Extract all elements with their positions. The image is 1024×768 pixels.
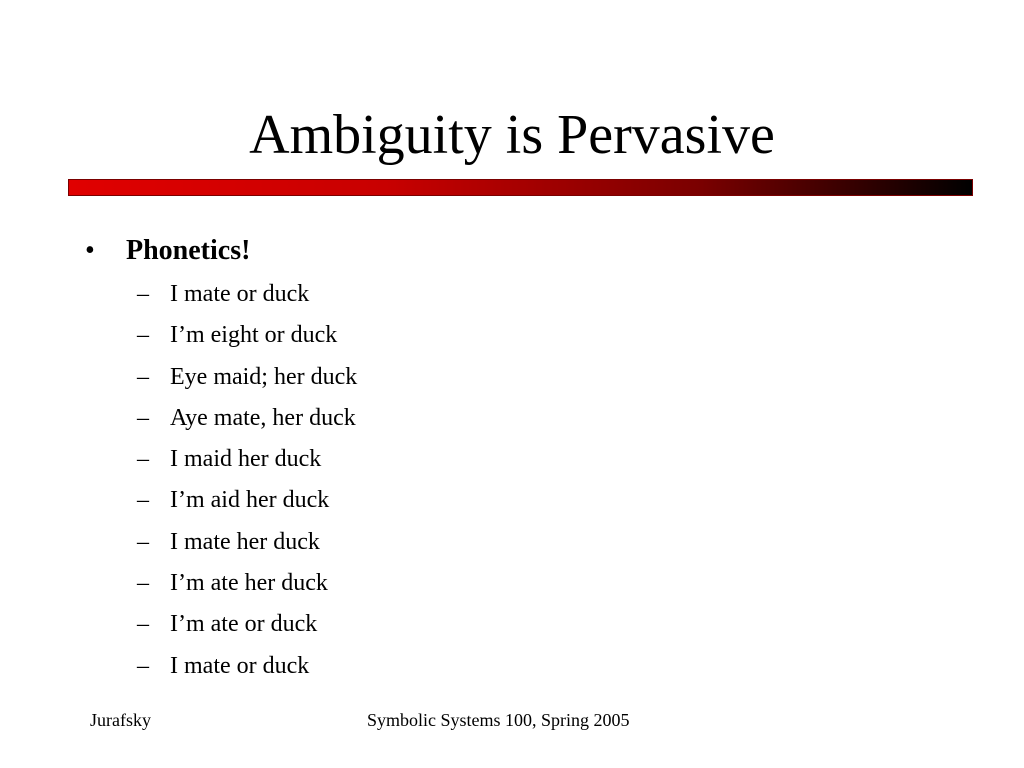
footer-course: Symbolic Systems 100, Spring 2005	[367, 710, 630, 730]
dash-icon: –	[137, 570, 149, 597]
dash-icon: –	[137, 404, 149, 431]
sub-bullet-item	[137, 522, 965, 563]
sub-bullet-item	[137, 563, 965, 604]
sub-bullet-text: I’m ate her duck	[170, 570, 328, 597]
sub-bullet-text: Eye maid; her duck	[170, 363, 358, 390]
dash-icon: –	[137, 487, 149, 514]
dash-icon: –	[137, 611, 149, 638]
dash-icon: –	[137, 652, 149, 679]
sub-bullet-list	[137, 274, 965, 687]
sub-bullet-text: Aye mate, her duck	[170, 404, 356, 431]
sub-bullet-item	[137, 274, 965, 315]
sub-bullet-item	[137, 604, 965, 645]
sub-bullet-item	[137, 398, 965, 439]
sub-bullet-text: I’m eight or duck	[170, 322, 338, 349]
bullet-dot-icon: •	[85, 235, 95, 266]
sub-bullet-item	[137, 646, 965, 687]
sub-bullet-item	[137, 357, 965, 398]
sub-bullet-text: I mate or duck	[170, 652, 310, 679]
sub-bullet-item	[137, 480, 965, 521]
footer-author: Jurafsky	[90, 710, 151, 730]
sub-bullet-item	[137, 315, 965, 356]
bullet-heading: Phonetics!	[126, 235, 251, 266]
sub-bullet-item	[137, 439, 965, 480]
dash-icon: –	[137, 528, 149, 555]
sub-bullet-text: I’m aid her duck	[170, 487, 330, 514]
dash-icon: –	[137, 363, 149, 390]
dash-icon: –	[137, 322, 149, 349]
sub-bullet-text: I’m ate or duck	[170, 611, 318, 638]
sub-bullet-text: I maid her duck	[170, 446, 322, 473]
dash-icon: –	[137, 281, 149, 307]
dash-icon: –	[137, 446, 149, 473]
bullet-item-phonetics	[85, 228, 965, 274]
slide-title: Ambiguity is Pervasive	[249, 104, 775, 166]
sub-bullet-text: I mate or duck	[170, 281, 310, 307]
title-divider-bar	[68, 179, 973, 196]
bullet-list	[85, 228, 965, 687]
sub-bullet-text: I mate her duck	[170, 528, 320, 555]
